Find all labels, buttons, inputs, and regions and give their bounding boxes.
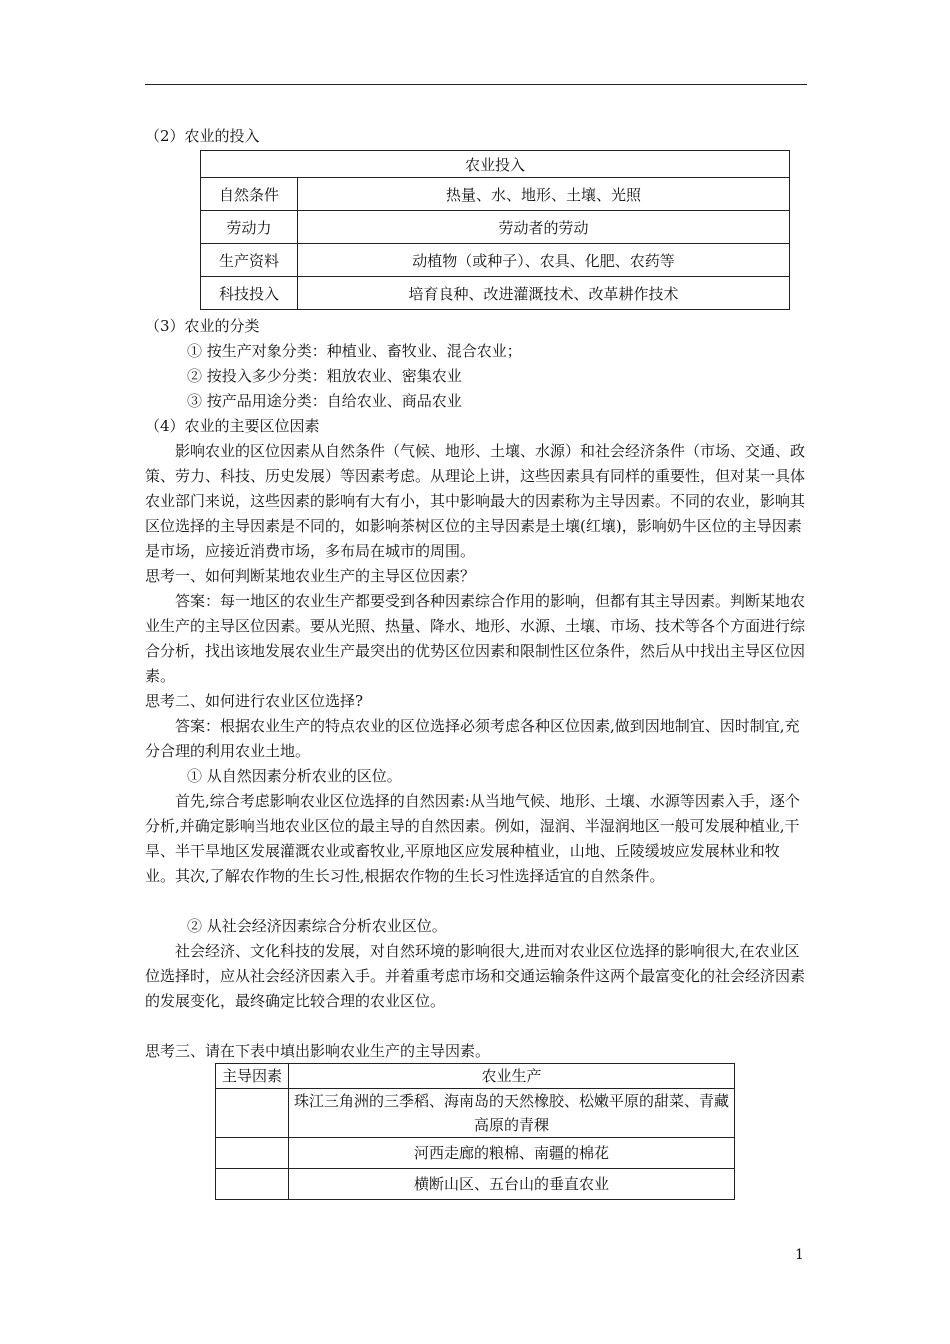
location-factors-paragraph: 影响农业的区位因素从自然条件（气候、地形、土壤、水源）和社会经济条件（市场、交通、政策、劳力、科技、历史发展）等因素考虑。从理论上讲，这些因素具有同样的重要性，但对某一具体农业部门来说，这些因素的影响有大有小，其中影响最大的因素称为主导因素。不同的农业，影响其区位选择的主导因素是不同的，如影响茶树区位的主导因素是土壤(红壤)，影响奶牛区位的主导因素是市场，应接近消费市场，多布局在城市的周围。 [145,442,806,560]
input-key: 科技投入 [201,277,298,310]
input-key: 自然条件 [201,178,298,211]
production-cell: 珠江三角洲的三季稻、海南岛的天然橡胶、松嫩平原的甜菜、青藏高原的青稞 [289,1089,735,1138]
agriculture-input-table [200,150,790,310]
header-rule [145,84,807,85]
classification-item: ② 按投入多少分类：粗放农业、密集农业 [187,367,462,385]
factor-cell[interactable] [216,1169,289,1200]
factor-cell[interactable] [216,1138,289,1169]
table-header-row [216,1064,735,1089]
input-key: 生产资料 [201,244,298,277]
table-row [216,1169,735,1200]
page-number: 1 [795,1247,804,1263]
factor-cell[interactable] [216,1089,289,1138]
input-value: 动植物（或种子）、农具、化肥、农药等 [298,244,790,277]
table-row [216,1138,735,1169]
production-cell: 横断山区、五台山的垂直农业 [289,1169,735,1200]
think2-answer: 答案：根据农业生产的特点农业的区位选择必须考虑各种区位因素,做到因地制宜、因时制宜,充分合理的利用农业土地。 [145,717,800,760]
section3-heading: （3）农业的分类 [145,317,260,335]
think2-point1: ① 从自然因素分析农业的区位。 [187,767,402,785]
table-row [201,178,790,211]
table-row [201,244,790,277]
think2-question: 思考二、如何进行农业区位选择? [145,692,364,710]
input-table-header: 农业投入 [201,151,790,178]
table-row [216,1089,735,1138]
column-header-production: 农业生产 [289,1064,735,1089]
input-value: 培育良种、改进灌溉技术、改革耕作技术 [298,277,790,310]
think2-social-paragraph: 社会经济、文化科技的发展，对自然环境的影响很大,进而对农业区位选择的影响很大,在农业区位选择时，应从社会经济因素入手。并着重考虑市场和交通运输条件这两个最富变化的社会经济因素的发展变化，最终确定比较合理的农业区位。 [145,942,806,1010]
think1-question: 思考一、如何判断某地农业生产的主导区位因素？ [145,567,476,585]
think2-point2: ② 从社会经济因素综合分析农业区位。 [187,917,447,935]
column-header-factor: 主导因素 [216,1064,289,1089]
dominant-factor-table [215,1063,735,1200]
think2-natural-paragraph: 首先,综合考虑影响农业区位选择的自然因素:从当地气候、地形、土壤、水源等因素入手，逐个分析,并确定影响当地农业区位的最主导的自然因素。例如，湿润、半湿润地区一般可发展种植业,干旱、半干旱地区发展灌溉农业或畜牧业,平原地区应发展种植业，山地、丘陵缓坡应发展林业和牧业。其次,了解农作物的生长习性,根据农作物的生长习性选择适宜的自然条件。 [145,792,800,885]
section2-heading: （2）农业的投入 [145,127,260,145]
input-value: 劳动者的劳动 [298,211,790,244]
table-row [201,277,790,310]
table-row [201,211,790,244]
classification-item: ③ 按产品用途分类：自给农业、商品农业 [187,392,462,410]
section4-heading: （4）农业的主要区位因素 [145,417,320,435]
production-cell: 河西走廊的粮棉、南疆的棉花 [289,1138,735,1169]
classification-item: ① 按生产对象分类：种植业、畜牧业、混合农业； [187,342,522,360]
input-key: 劳动力 [201,211,298,244]
input-value: 热量、水、地形、土壤、光照 [298,178,790,211]
think1-answer: 答案：每一地区的农业生产都要受到各种因素综合作用的影响，但都有其主导因素。判断某地农业生产的主导区位因素。要从光照、热量、降水、地形、水源、土壤、市场、技术等各个方面进行综合分析，找出该地发展农业生产最突出的优势区位因素和限制性区位条件，然后从中找出主导区位因素。 [145,592,806,685]
think3-question: 思考三、请在下表中填出影响农业生产的主导因素。 [145,1042,491,1060]
